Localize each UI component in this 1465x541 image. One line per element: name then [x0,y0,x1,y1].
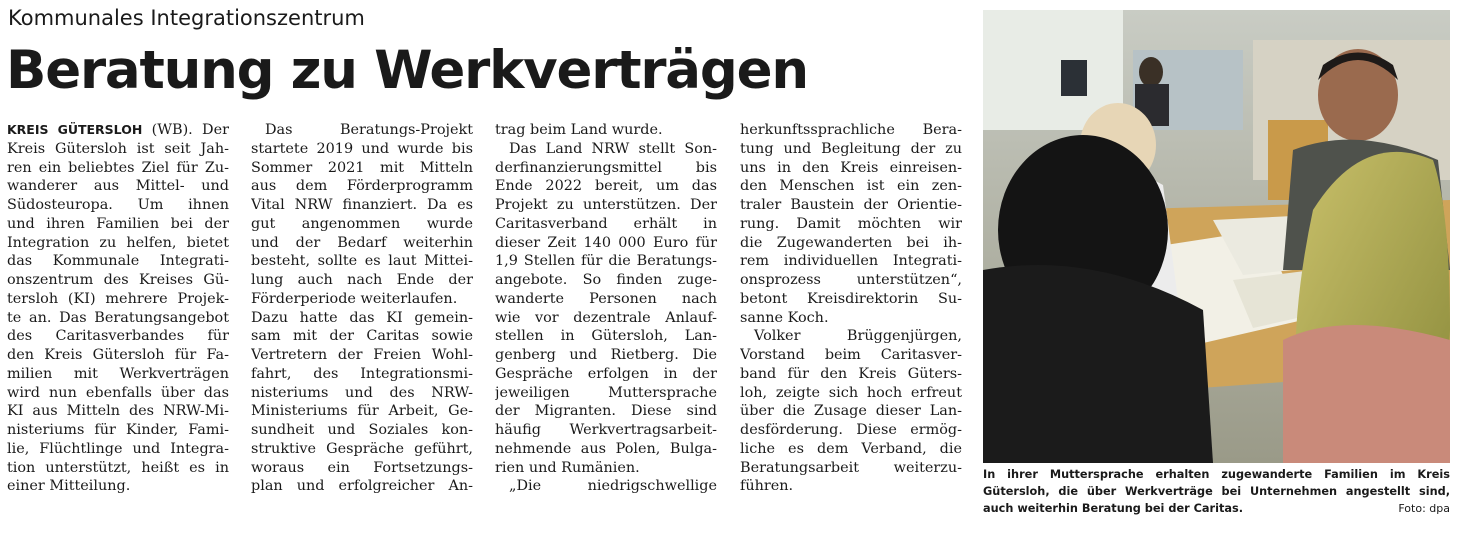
text-line: angebote. So finden zuge- [495,272,717,288]
text-line: tung und Begleitung der zu [740,140,962,157]
text-line: führen. [740,478,794,495]
text-line: rung. Damit möchten wir [740,215,962,232]
photo-monitor [1061,60,1087,96]
photo-woman-right-top [1283,325,1450,463]
text-line: wanderte Personen nach [495,290,717,307]
article-photo [983,10,1450,463]
text-line: betont Kreisdirektorin Su- [740,290,962,307]
text-line: onszentrum des Kreises Gü- [7,272,229,288]
text-line: aus dem Förderprogramm [251,178,473,195]
text-line: stellen in Gütersloh, Lan- [495,328,717,345]
article-kicker: Kommunales Integrationszentrum [8,6,365,30]
text-line: Sommer 2021 mit Mitteln [251,159,473,176]
text-line: lung auch nach Ende der [251,272,473,288]
text-line: KREIS GÜTERSLOH (WB). Der [7,122,229,138]
text-line: band für den Kreis Güters- [740,365,962,382]
text-line: dieser Zeit 140 000 Euro für [495,234,717,251]
text-line: derfinanzierungsmittel bis [495,159,717,176]
text-line: Dazu hatte das KI gemein- [251,309,473,326]
text-line: genberg und Rietberg. Die [495,347,717,363]
text-line: Beratungsarbeit weiterzu- [740,459,962,476]
text-line: 1,9 Stellen für die Beratungs- [495,253,717,270]
text-line: nehmende aus Polen, Bulga- [495,440,717,457]
text-line: desförderung. Diese ermög- [740,422,962,438]
article-dateline: KREIS GÜTERSLOH [7,122,143,137]
text-line: fahrt, des Integrationsmi- [251,365,473,382]
text-line: KI aus Mitteln des NRW-Mi- [7,403,229,420]
text-line: sam mit der Caritas sowie [251,328,473,345]
article-headline: Beratung zu Werkverträgen [6,40,808,101]
text-line: ren ein beliebtes Ziel für Zu- [7,159,229,176]
text-line: den Kreis Gütersloh für Fa- [7,347,229,363]
text-line: jeweiligen Muttersprache [495,384,717,401]
text-line: über die Zusage dieser Lan- [740,403,962,420]
text-line: gut angenommen wurde [251,215,473,232]
text-line: der Migranten. Diese sind [495,403,717,420]
text-line: herkunftssprachliche Bera- [740,122,962,138]
text-line: Ministeriums für Arbeit, Ge- [251,403,473,420]
text-line: besteht, sollte es laut Mittei- [251,253,473,270]
text-line: Vorstand beim Caritasver- [740,347,962,363]
text-line: tersloh (KI) mehrere Projek- [7,290,229,307]
text-column-3 [495,121,717,496]
text-line: und ihren Familien bei der [7,215,229,232]
text-line: Südosteuropa. Um ihnen [7,197,229,213]
text-line: des Caritasverbandes für [7,328,229,345]
text-line: sundheit und Soziales kon- [251,422,473,438]
text-line: tion unterstützt, heißt es in [7,459,229,476]
text-line: trag beim Land wurde. [495,122,663,138]
text-line: nisteriums für Kinder, Fami- [7,422,229,438]
text-line: wie vor dezentrale Anlauf- [495,309,717,326]
text-line: Projekt zu unterstützen. Der [495,197,717,213]
text-line: liche es dem Verband, die [740,440,962,457]
text-line: den Menschen ist ein zen- [740,178,962,195]
text-line: häufig Werkvertragsarbeit- [495,422,717,438]
text-line: Vertretern der Freien Wohl- [251,347,473,363]
photo-caption [983,466,1450,517]
text-line: Gespräche erfolgen in der [495,365,717,382]
caption-line: auch weiterhin Beratung bei der Caritas. Foto: dpa [983,502,1450,515]
text-line: traler Baustein der Orientie- [740,197,962,213]
text-line: Das Beratungs-Projekt [265,122,473,138]
caption-line: In ihrer Muttersprache erhalten zugewanderte Familien im Kreis [983,468,1450,481]
text-line: Kreis Gütersloh ist seit Jah- [7,140,229,157]
text-line: „Die niedrigschwellige [509,478,717,495]
text-line: sanne Koch. [740,309,829,326]
text-line: lie, Flüchtlinge und Integra- [7,440,229,457]
text-line: Förderperiode weiterlaufen. [251,290,458,307]
text-line: plan und erfolgreicher An- [251,478,473,495]
text-line: startete 2019 und wurde bis [251,140,473,157]
text-line: nisteriums und des NRW- [251,384,473,401]
text-line: einer Mitteilung. [7,478,131,495]
text-column-4 [740,121,962,496]
text-line: und der Bedarf weiterhin [251,234,473,251]
text-line: Vital NRW finanziert. Da es [251,197,473,213]
text-line: loh, zeigte sich hoch erfreut [740,384,962,401]
text-line: Volker Brüggenjürgen, [754,328,962,345]
text-line: uns in den Kreis einreisen- [740,159,962,176]
text-line: struktive Gespräche geführt, [251,440,473,457]
text-line: das Kommunale Integrati- [7,253,229,270]
text-line: woraus ein Fortsetzungs- [251,459,473,476]
caption-line: Gütersloh, die über Werkverträge bei Unternehmen angestellt sind, [983,485,1450,498]
text-line: wanderer aus Mittel- und [7,178,229,195]
text-line: Caritasverband erhält in [495,215,717,232]
text-line: te an. Das Beratungsangebot [7,309,229,326]
text-line: Das Land NRW stellt Son- [509,140,717,157]
text-line: onsprozess unterstützen“, [740,272,962,288]
text-column-2 [251,121,473,496]
text-line: Ende 2022 bereit, um das [495,178,717,195]
text-line: Integration zu helfen, bietet [7,234,229,251]
text-line: rem individuellen Integrati- [740,253,962,270]
text-column-1 [7,121,229,496]
photo-background-person-head [1139,57,1163,87]
text-line: die Zugewanderten bei ih- [740,234,962,251]
text-line: wird nun ebenfalls über das [7,384,229,401]
photo-credit: Foto: dpa [1398,502,1450,515]
text-line: milien mit Werkverträgen [7,365,229,382]
photo-illustration [983,10,1450,463]
text-line: rien und Rumänien. [495,459,640,476]
